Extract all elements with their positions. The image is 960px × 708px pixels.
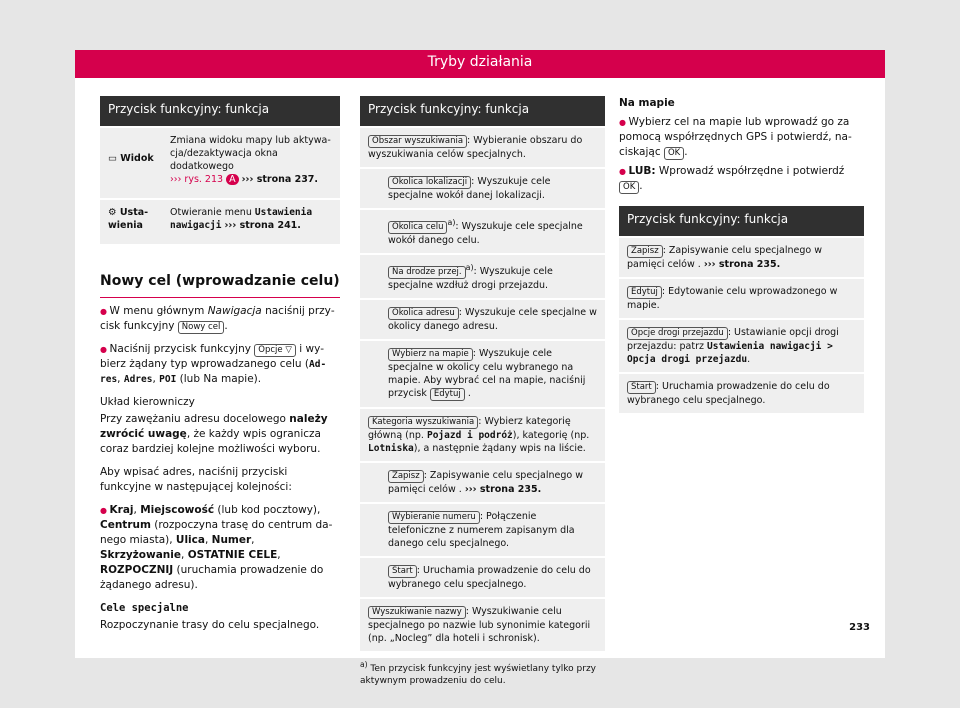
view-icon: ▭: [108, 153, 117, 164]
list-item: ● W menu głównym Nawigacja naciśnij przycisk funkcyjny Nowy cel .: [100, 304, 340, 334]
table-row: Opcje drogi przejazdu : Ustawianie opcji drogi przejazdu: patrz Ustawienia nawigacji > Opcja drogi przejazdu.: [619, 320, 864, 372]
footnote: $^{a)}$ Ten przycisk funkcyjny jest wyświetlany tylko przy aktywnym prowadzeniu do celu.: [360, 660, 597, 687]
near-target-button[interactable]: Okolica celu: [388, 221, 447, 234]
edit-button[interactable]: Edytuj: [430, 388, 465, 401]
subheading: Na mapie: [619, 97, 675, 109]
table-row: Wybieranie numeru : Połączenie telefoniczne z numerem zapisanym dla danego celu specjalnego.: [360, 504, 605, 556]
route-options-button[interactable]: Opcje drogi przejazdu: [627, 327, 728, 340]
section-title: Nowy cel (wprowadzanie celu): [100, 274, 340, 298]
page-ref[interactable]: ››› strona 241.: [224, 220, 301, 231]
start-button[interactable]: Start: [627, 381, 656, 394]
table-row: [100, 200, 340, 244]
page-number: 233: [849, 622, 870, 633]
middle-column: [360, 96, 605, 687]
start-button[interactable]: Start: [388, 565, 417, 578]
view-label: Widok: [120, 153, 154, 164]
table-row: Okolica adresu : Wyszukuje cele specjalne w okolicy danego adresu.: [360, 300, 605, 339]
list-item: ● Wybierz cel na mapie lub wprowadź go za pomocą współrzędnych GPS i potwierdź, naciskając OK .: [619, 115, 864, 160]
new-target-button[interactable]: Nowy cel: [178, 321, 225, 334]
page-title: Tryby działania: [427, 54, 533, 70]
ok-button[interactable]: OK: [664, 147, 684, 160]
paragraph: Aby wpisać adres, naciśnij przyciski funkcyjne w następującej kolejności:: [100, 466, 292, 493]
list-item: ● Naciśnij przycisk funkcyjny Opcje ▽ i wybierz żądany typ wprowadzanego celu (Adres, Adres, POI (lub Na mapie).: [100, 342, 340, 387]
subheading: Układ kierowniczy: [100, 396, 195, 408]
search-category-button[interactable]: Kategoria wyszukiwania: [368, 416, 478, 429]
table-row: Edytuj : Edytowanie celu wprowadzonego w mapie.: [619, 279, 864, 318]
near-address-button[interactable]: Okolica adresu: [388, 307, 459, 320]
near-location-button[interactable]: Okolica lokalizacji: [388, 176, 471, 189]
table-row: Wyszukiwanie nazwy : Wyszukiwanie celu specjalnego po nazwie lub synonimie kategorii (np. „Nocleg” dla hoteli i schronisk).: [360, 599, 605, 651]
left-column: [100, 96, 340, 641]
table-row: Okolica celu $^{a)}$: Wyszukuje cele specjalne wokół danego celu.: [360, 210, 605, 253]
table-row: Obszar wyszukiwania : Wybieranie obszaru do wyszukiwania celów specjalnych.: [360, 128, 605, 167]
search-area-button[interactable]: Obszar wyszukiwania: [368, 135, 467, 148]
table-row: Zapisz : Zapisywanie celu specjalnego w pamięci celów . ››› strona 235.: [360, 463, 605, 502]
page-ref[interactable]: ››› strona 235.: [464, 484, 542, 496]
table-row: Start : Uruchamia prowadzenie do celu do wybranego celu specjalnego.: [360, 558, 605, 597]
select-on-map-button[interactable]: Wybierz na mapie: [388, 348, 473, 361]
list-item: ● LUB: Wprowadź współrzędne i potwierdź OK .: [619, 164, 864, 194]
button-cell: [108, 206, 170, 238]
table-header: Przycisk funkcyjny: funkcja: [360, 96, 605, 126]
table-row: Zapisz : Zapisywanie celu specjalnego w pamięci celów . ››› strona 235.: [619, 238, 864, 277]
options-button[interactable]: Opcje ▽: [254, 344, 296, 357]
page-ref[interactable]: ››› strona 235.: [703, 259, 781, 270]
table-row: Na drodze przej. $^{a)}$: Wyszukuje cele specjalne wzdłuż drogi przejazdu.: [360, 255, 605, 298]
right-column: [619, 96, 864, 413]
table-row: [100, 128, 340, 198]
table-row: Start : Uruchamia prowadzenie do celu do wybranego celu specjalnego.: [619, 374, 864, 413]
settings-label: Ustawienia: [108, 207, 149, 231]
button-cell: [108, 134, 170, 192]
save-button[interactable]: Zapisz: [388, 470, 424, 483]
page-ref[interactable]: ››› strona 237.: [241, 174, 319, 185]
ok-button[interactable]: OK: [619, 181, 639, 194]
figure-ref[interactable]: ››› rys. 213: [170, 174, 224, 185]
mono-heading: Cele specjalne: [100, 602, 189, 614]
desc-cell: [170, 134, 332, 192]
row-desc: Zmiana widoku mapy lub aktywacja/dezaktywacja okna dodatkowego: [170, 135, 331, 172]
list-item: ● Kraj, Miejscowość (lub kod pocztowy), Centrum (rozpoczyna trasę do centrum danego miasta), Ulica, Numer, Skrzyżowanie, OSTATNIE CELE, ROZPOCZNIJ (uruchamia prowadzenie do żądanego adresu).: [100, 503, 340, 593]
table-row: Kategoria wyszukiwania : Wybierz kategorię główną (np. Pojazd i podróż), kategorię (np. Lotniska), a następnie żądany wpis na liście.: [360, 409, 605, 461]
settings-icon: ⚙: [108, 207, 117, 218]
manual-page: [75, 50, 885, 687]
table-row: Wybierz na mapie : Wyszukuje cele specjalne w okolicy celu wybranego na mapie. Aby wybrać cel na mapie, naciśnij przycisk Edytuj .: [360, 341, 605, 407]
along-route-button[interactable]: Na drodze przej.: [388, 266, 466, 279]
save-button[interactable]: Zapisz: [627, 245, 663, 258]
paragraph: Rozpoczynanie trasy do celu specjalnego.: [100, 619, 320, 631]
paragraph: Przy zawężaniu adresu docelowego należy zwrócić uwagę, że każdy wpis ogranicza coraz bardziej kolejne możliwości wyboru.: [100, 413, 328, 455]
table-header: Przycisk funkcyjny: funkcja: [619, 206, 864, 236]
dial-number-button[interactable]: Wybieranie numeru: [388, 511, 480, 524]
table-header: Przycisk funkcyjny: funkcja: [100, 96, 340, 126]
figure-badge: A: [226, 174, 239, 185]
edit-button[interactable]: Edytuj: [627, 286, 662, 299]
section-banner: [75, 50, 885, 78]
name-search-button[interactable]: Wyszukiwanie nazwy: [368, 606, 466, 619]
table-row: Okolica lokalizacji : Wyszukuje cele specjalne wokół danej lokalizacji.: [360, 169, 605, 208]
row-desc: Otwieranie menu: [170, 207, 252, 218]
desc-cell: [170, 206, 332, 238]
menu-name: Ustawienia nawigacji: [170, 207, 313, 231]
